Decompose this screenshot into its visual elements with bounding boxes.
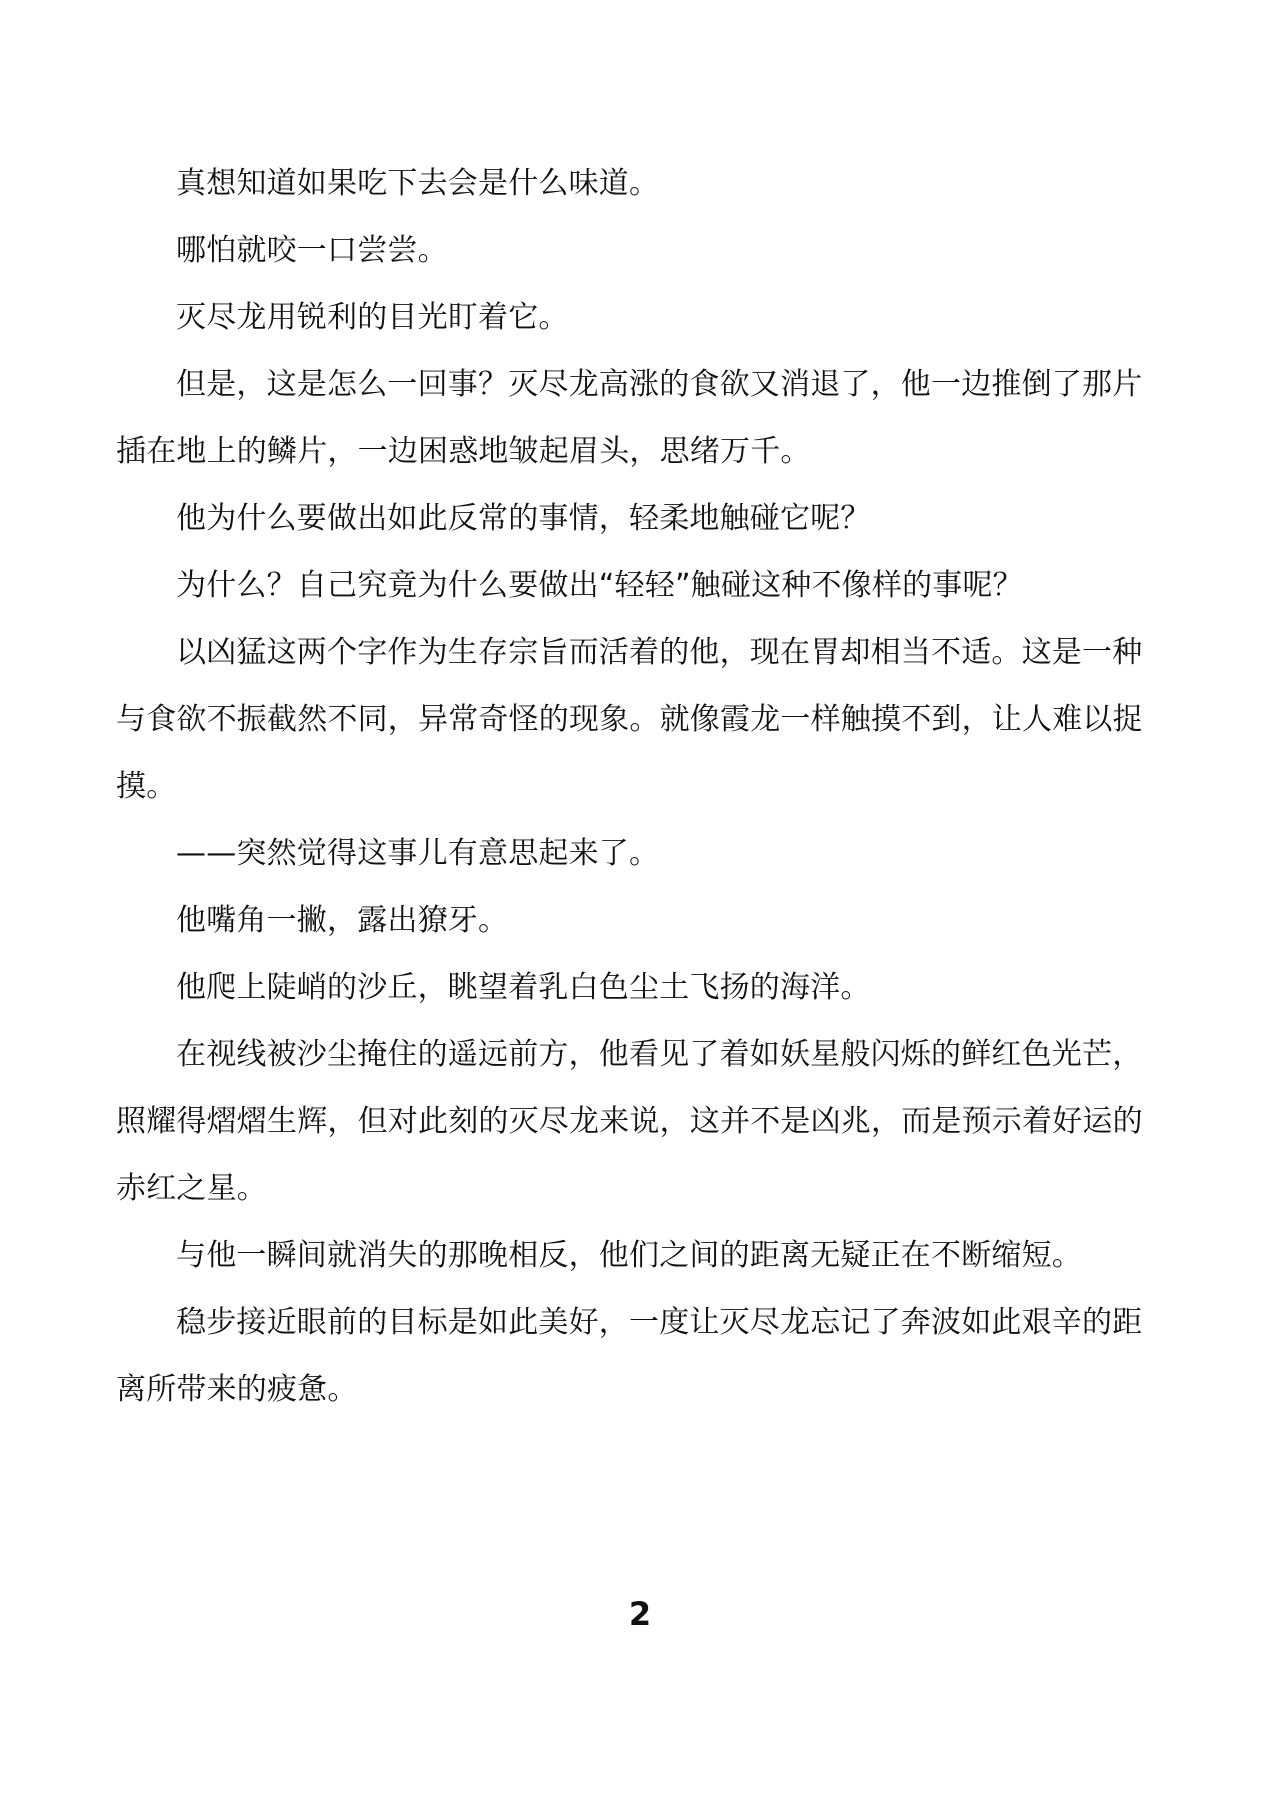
paragraph: 真想知道如果吃下去会是什么味道。 [176, 166, 660, 201]
paragraph: 哪怕就咬一口尝尝。 [176, 233, 448, 268]
paragraph: 灭尽龙用锐利的目光盯着它。 [176, 300, 569, 335]
page-number: 2 [628, 1595, 652, 1633]
paragraph: 他爬上陡峭的沙丘，眺望着乳白色尘土飞扬的海洋。 [176, 970, 871, 1005]
paragraph: 稳步接近眼前的目标是如此美好，一度让灭尽龙忘记了奔波如此艰辛的距离所带来的疲惫。 [116, 1305, 1143, 1407]
paragraph: 他嘴角一撇，露出獠牙。 [176, 903, 509, 938]
paragraph: 但是，这是怎么一回事？灭尽龙高涨的食欲又消退了，他一边推倒了那片插在地上的鳞片，一边困惑地皱起眉头，思绪万千。 [116, 367, 1143, 469]
paragraph: ——突然觉得这事儿有意思起来了。 [176, 836, 660, 871]
paragraph: 他为什么要做出如此反常的事情，轻柔地触碰它呢？ [176, 501, 871, 536]
body-text [116, 150, 1148, 1423]
paragraph: 为什么？自己究竟为什么要做出“轻轻”触碰这种不像样的事呢？ [176, 568, 1023, 603]
paragraph: 与他一瞬间就消失的那晚相反，他们之间的距离无疑正在不断缩短。 [176, 1238, 1082, 1273]
paragraph: 以凶猛这两个字作为生存宗旨而活着的他，现在胃却相当不适。这是一种与食欲不振截然不同，异常奇怪的现象。就像霞龙一样触摸不到，让人难以捉摸。 [116, 635, 1143, 804]
paragraph: 在视线被沙尘掩住的遥远前方，他看见了着如妖星般闪烁的鲜红色光芒，照耀得熠熠生辉，但对此刻的灭尽龙来说，这并不是凶兆，而是预示着好运的赤红之星。 [116, 1037, 1143, 1206]
